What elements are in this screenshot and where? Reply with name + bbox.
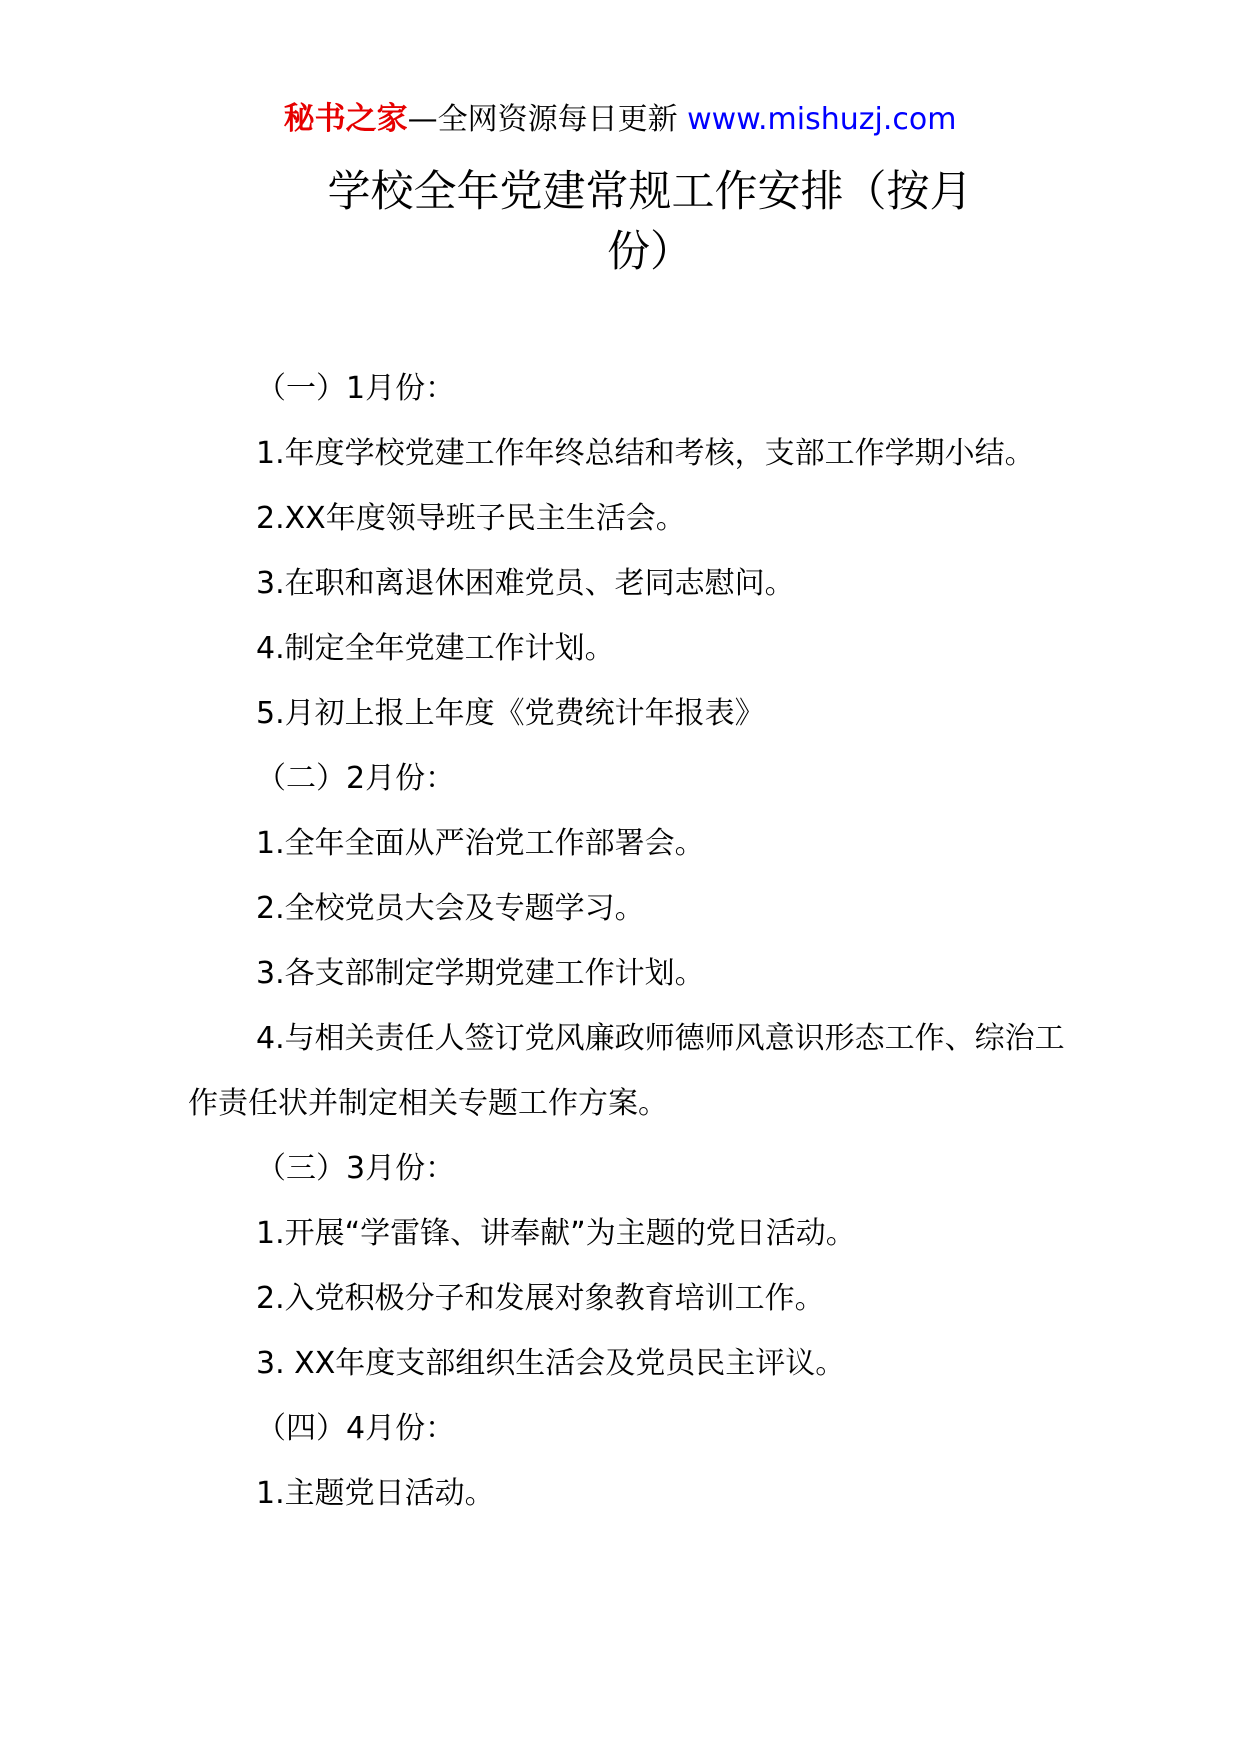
document-title — [300, 162, 1000, 282]
title-line-1: 学校全年党建常规工作安排（按月 — [327, 167, 973, 217]
list-item: 1.年度学校党建工作年终总结和考核，支部工作学期小结。 — [256, 436, 1035, 471]
list-item: 5.月初上报上年度《党费统计年报表》 — [256, 696, 765, 731]
list-item: 3.各支部制定学期党建工作计划。 — [256, 956, 705, 991]
page-header — [0, 98, 1240, 141]
list-item: 1.全年全面从严治党工作部署会。 — [256, 826, 705, 861]
brand-name: 秘书之家 — [283, 101, 408, 137]
list-item: 1.主题党日活动。 — [256, 1476, 495, 1511]
section-heading-january: （一）1月份： — [256, 371, 456, 406]
title-line-2: 份） — [607, 227, 693, 277]
section-heading-april: （四）4月份： — [256, 1411, 456, 1446]
list-item: 3.在职和离退休困难党员、老同志慰问。 — [256, 566, 795, 601]
list-item: 3. XX年度支部组织生活会及党员民主评议。 — [256, 1346, 846, 1381]
list-item: 2.全校党员大会及专题学习。 — [256, 891, 645, 926]
list-item: 2.入党积极分子和发展对象教育培训工作。 — [256, 1281, 825, 1316]
section-heading-march: （三）3月份： — [256, 1151, 456, 1186]
section-heading-february: （二）2月份： — [256, 761, 456, 796]
list-item: 2.XX年度领导班子民主生活会。 — [256, 501, 686, 536]
document-body — [188, 356, 1068, 1526]
header-tagline: —全网资源每日更新 — [407, 102, 688, 137]
list-item: 4.与相关责任人签订党风廉政师德师风意识形态工作、综治工作责任状并制定相关专题工作方案。 — [188, 1021, 1065, 1121]
site-url[interactable]: www.mishuzj.com — [687, 102, 957, 137]
list-item: 1.开展“学雷锋、讲奉献”为主题的党日活动。 — [256, 1216, 856, 1251]
list-item: 4.制定全年党建工作计划。 — [256, 631, 615, 666]
